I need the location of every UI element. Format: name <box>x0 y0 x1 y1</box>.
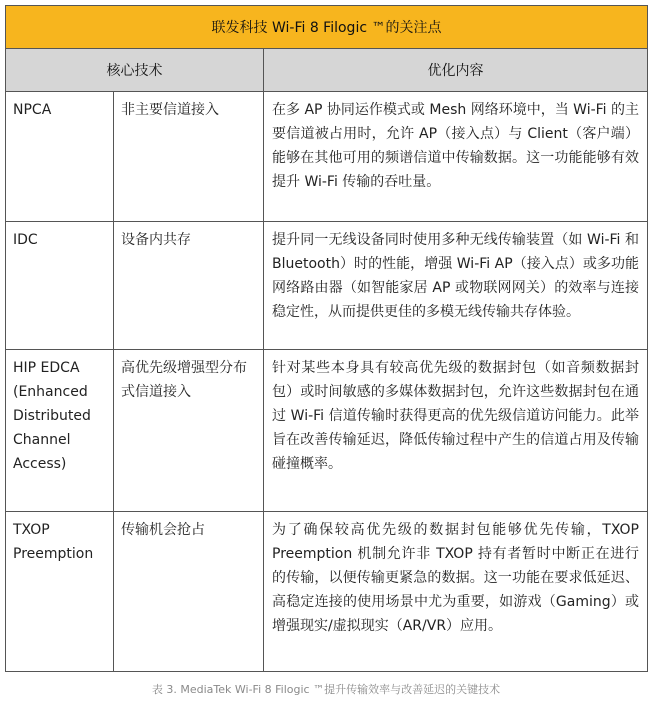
row-desc: 为了确保较高优先级的数据封包能够优先传输，TXOP Preemption 机制允许非 TXOP 持有者暂时中断正在进行的传输，以便传输更紧急的数据。这一功能在要求低延迟、高稳定连接的使用场景中尤为重要，如游戏（Gaming）或增强现实/虚拟现实（AR/VR）应用。 <box>264 512 648 672</box>
row-abbr: IDC <box>6 222 114 350</box>
row-desc: 在多 AP 协同运作模式或 Mesh 网络环境中，当 Wi-Fi 的主要信道被占用时，允许 AP（接入点）与 Client（客户端）能够在其他可用的频谱信道中传输数据。这一功能能够有效提升 Wi-Fi 传输的吞吐量。 <box>264 92 648 222</box>
table-title: 联发科技 Wi-Fi 8 Filogic ™的关注点 <box>6 6 648 49</box>
table-caption: 表 3. MediaTek Wi-Fi 8 Filogic ™提升传输效率与改善延迟的关键技术 <box>151 683 501 696</box>
wifi8-feature-table <box>5 5 648 672</box>
row-abbr: HIP EDCA (Enhanced Distributed Channel Access) <box>6 350 114 512</box>
row-name: 非主要信道接入 <box>114 92 264 222</box>
row-name: 高优先级增强型分布式信道接入 <box>114 350 264 512</box>
row-name: 传输机会抢占 <box>114 512 264 672</box>
row-desc: 针对某些本身具有较高优先级的数据封包（如音频数据封包）或时间敏感的多媒体数据封包，允许这些数据封包在通过 Wi-Fi 信道传输时获得更高的优先级信道访问能力。此举旨在改善传输延迟，降低传输过程中产生的信道占用及传输碰撞概率。 <box>264 350 648 512</box>
title-row <box>6 6 648 49</box>
header-row <box>6 49 648 92</box>
header-optimization: 优化内容 <box>264 49 648 92</box>
table-row <box>6 512 648 672</box>
table-row <box>6 350 648 512</box>
header-core-tech: 核心技术 <box>6 49 264 92</box>
row-name: 设备内共存 <box>114 222 264 350</box>
row-abbr: NPCA <box>6 92 114 222</box>
table-row <box>6 92 648 222</box>
row-desc: 提升同一无线设备同时使用多种无线传输装置（如 Wi-Fi 和 Bluetooth）时的性能，增强 Wi-Fi AP（接入点）或多功能网络路由器（如智能家居 AP 或物联网网关）的效率与连接稳定性，从而提供更佳的多模无线传输共存体验。 <box>264 222 648 350</box>
table-row <box>6 222 648 350</box>
row-abbr: TXOP Preemption <box>6 512 114 672</box>
